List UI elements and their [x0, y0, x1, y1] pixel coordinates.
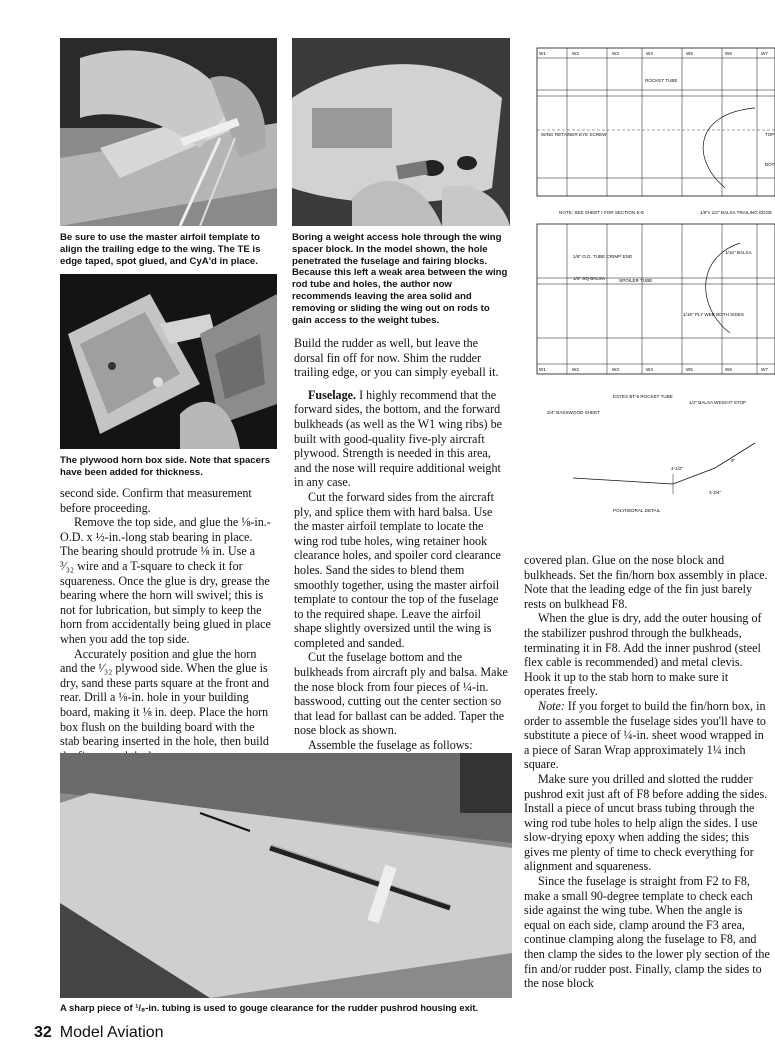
top-label: TOP [765, 132, 775, 137]
dim-label: 3-3/4" [709, 490, 722, 495]
estes-label: ESTES BT-5 ROCKET TUBE [613, 394, 673, 399]
col2-paragraph: Cut the fuselage bottom and the bulkheads from aircraft ply and balsa. Make the nose block from four pieces of ¼-in. basswood, cutting out the center section so that lead for ballast can be added. Taper the nose block as shown. [294, 650, 508, 738]
note-paragraph [524, 699, 770, 772]
rib-label: W7 [761, 51, 768, 56]
col1-paragraph: Remove the top side, and glue the ⅛-in.-O.D. x ½-in.-long stab bearing in place. The bearing should protrude ⅛ in. Use a ³⁄₃₂ wire and a T-square to check it for squareness. Once the glue is dry, grease the bearing where the horn will swivel; this is not for lubrication, but simply to keep the horn from accidentally being glued in place when you add the top side. [60, 515, 271, 646]
fuselage-text: I highly recommend that the forward sides, the bottom, and the forward bulkheads (as well as the W1 wing ribs) be built with good-quality five-ply aircraft plywood. Strength is needed in this area, and the nose will require additional weight in any case. [294, 387, 503, 490]
photo-airfoil-template [60, 38, 277, 226]
col3-paragraph: covered plan. Glue on the nose block and bulkheads. Set the fin/horn box assembly in place. Note that the leading edge of the fin just barely rests on bulkhead F8. [524, 553, 768, 611]
rib-label: W5 [686, 51, 693, 56]
balsa-half-label: 1/2" SQ BALSA [573, 276, 606, 281]
balsa-te-label: 1/8"x 1/2" BALSA TRAILING EDGE [700, 210, 773, 215]
rib-label: W4 [646, 367, 653, 372]
fuselage-heading: Fuselage. [308, 387, 357, 402]
bot-label: BOT [765, 162, 775, 167]
fuselage-paragraph [294, 388, 510, 490]
rib-label: W2 [572, 51, 579, 56]
rib-label: W2 [572, 367, 579, 372]
column-2-text [294, 336, 510, 767]
photo4-caption: A sharp piece of ¹/₈-in. tubing is used to gouge clearance for the rudder pushrod housing exit. [60, 1002, 479, 1013]
col2-paragraph: Cut the forward sides from the aircraft ply, and splice them with hard balsa. Use the master airfoil template to locate the wing rod tube holes, wing retainer hook clearance holes, and spoiler cord clearance holes. Sand the sides to blend them smoothly together, using the master airfoil template to contour the top of the fuselage to the required shape. Leave the airfoil shape slightly oversized until the wing is completed and sanded. [294, 489, 501, 650]
col2-paragraph: Assemble the fuselage as follows: [308, 738, 473, 753]
rocket-tube-label: ROCKET TUBE [645, 78, 678, 83]
col1-paragraph: Accurately position and glue the horn and the ¹⁄₃₂ plywood side. When the glue is dry, sand these parts square at the front and rear. Drill a ⅛-in. hole in your building board, making it ⅛ in. deep. Place the horn box flush on the building board with the stab bearing inserted in the hole, then build [60, 646, 270, 749]
photo1-caption: Be sure to use the master airfoil template to align the trailing edge to the wing. The TE is edge taped, spot glued, and CyA'd in place. [60, 232, 261, 267]
basswood-label: 3/4" BASSWOOD SHEET [547, 410, 600, 415]
photo-weight-access-hole [292, 38, 510, 226]
spoiler-label: SPOILER TUBE [619, 278, 653, 283]
polyhedral-label: POLYHEDRAL DETAIL [613, 508, 661, 513]
wing-plan-drawing [525, 38, 775, 550]
col3-paragraph: When the glue is dry, add the outer housing of the stabilizer pushrod through the bulkheads, terminating it in F8. Add the inner pushrod (steel flex cable is recommended) and metal clevis. Hook it up to the stab horn to make sure it operates freely. [524, 611, 762, 699]
photo-horn-box-side [60, 274, 277, 449]
rib-label: W5 [686, 367, 693, 372]
photo2-caption: Boring a weight access hole through the wing spacer block. In the model shown, the hole penetrated the fuselage and fairing blocks. Because this left a weak area between the wing rod tube and holes, the author now recommends leaving the area solid and removing or sliding the wing out on rods to gain access to the weight tubes. [292, 232, 508, 326]
note-label: NOTE: SEE SHEET I FOR SECTION E-E [559, 210, 645, 215]
balsa-16-label: 1/16" BALSA [725, 250, 752, 255]
dim-label: 9" [731, 458, 736, 463]
rib-label: W1 [539, 367, 546, 372]
rib-label: W7 [761, 367, 768, 372]
rib-label: W1 [539, 51, 546, 56]
magazine-name: Model Aviation [59, 1024, 164, 1041]
col1-paragraph: second side. Confirm that measurement before proceeding. [60, 486, 252, 515]
rib-label: W3 [612, 367, 619, 372]
page-footer [34, 1024, 164, 1042]
column-1-text [60, 486, 272, 763]
ply-web-label: 1/16" PLY WEB BOTH SIDES [683, 312, 744, 317]
rib-label: W4 [646, 51, 653, 56]
rib-label: W6 [725, 51, 732, 56]
photo3-caption: The plywood horn box side. Note that spacers have been added for thickness. [60, 455, 271, 478]
rib-label: W3 [612, 51, 619, 56]
col3-paragraph: Make sure you drilled and slotted the rudder pushrod exit just aft of F8 before adding the sides. Install a piece of uncut brass tubing through the wing rod tube holes to help align the sides. I use slow-drying epoxy when adding the sides; this gives me plenty of time to check everything for alignment and squareness. [524, 771, 768, 874]
rib-label: W6 [725, 367, 732, 372]
note-text: If you forget to build the fin/horn box, in order to assemble the fuselage sides you'll have to substitute a piece of ¼-in. sheet wood wrapped in a piece of Saran Wrap approximately 1¼ inch square. [524, 698, 766, 772]
note-heading: Note: [538, 698, 565, 713]
od-tube-label: 1/8" O.D. TUBE CRIMP END [573, 254, 633, 259]
dim-label: 3-1/2" [671, 466, 684, 471]
photo-tubing-gouge [60, 753, 512, 998]
column-3-text [524, 553, 770, 991]
page-number: 32 [34, 1024, 52, 1041]
weight-stop-label: 1/2" BALSA WEIGHT STOP [689, 400, 747, 405]
col2-intro: Build the rudder as well, but leave the dorsal fin off for now. Shim the rudder trailing edge, or you can simply eyeball it. [294, 336, 499, 380]
wing-retainer-label: WING RETAINER EYE SCREW [541, 132, 607, 137]
col3-paragraph: Since the fuselage is straight from F2 to F8, make a small 90-degree template to check each side against the wing tube. When the angle is equal on each side, clamp around the F3 area, continue clamping along the fuselage to F8, and then clamp the sides to the lower ply section of the fin and/or rudder post. Finally, clamp the sides to the nose block [524, 874, 770, 991]
